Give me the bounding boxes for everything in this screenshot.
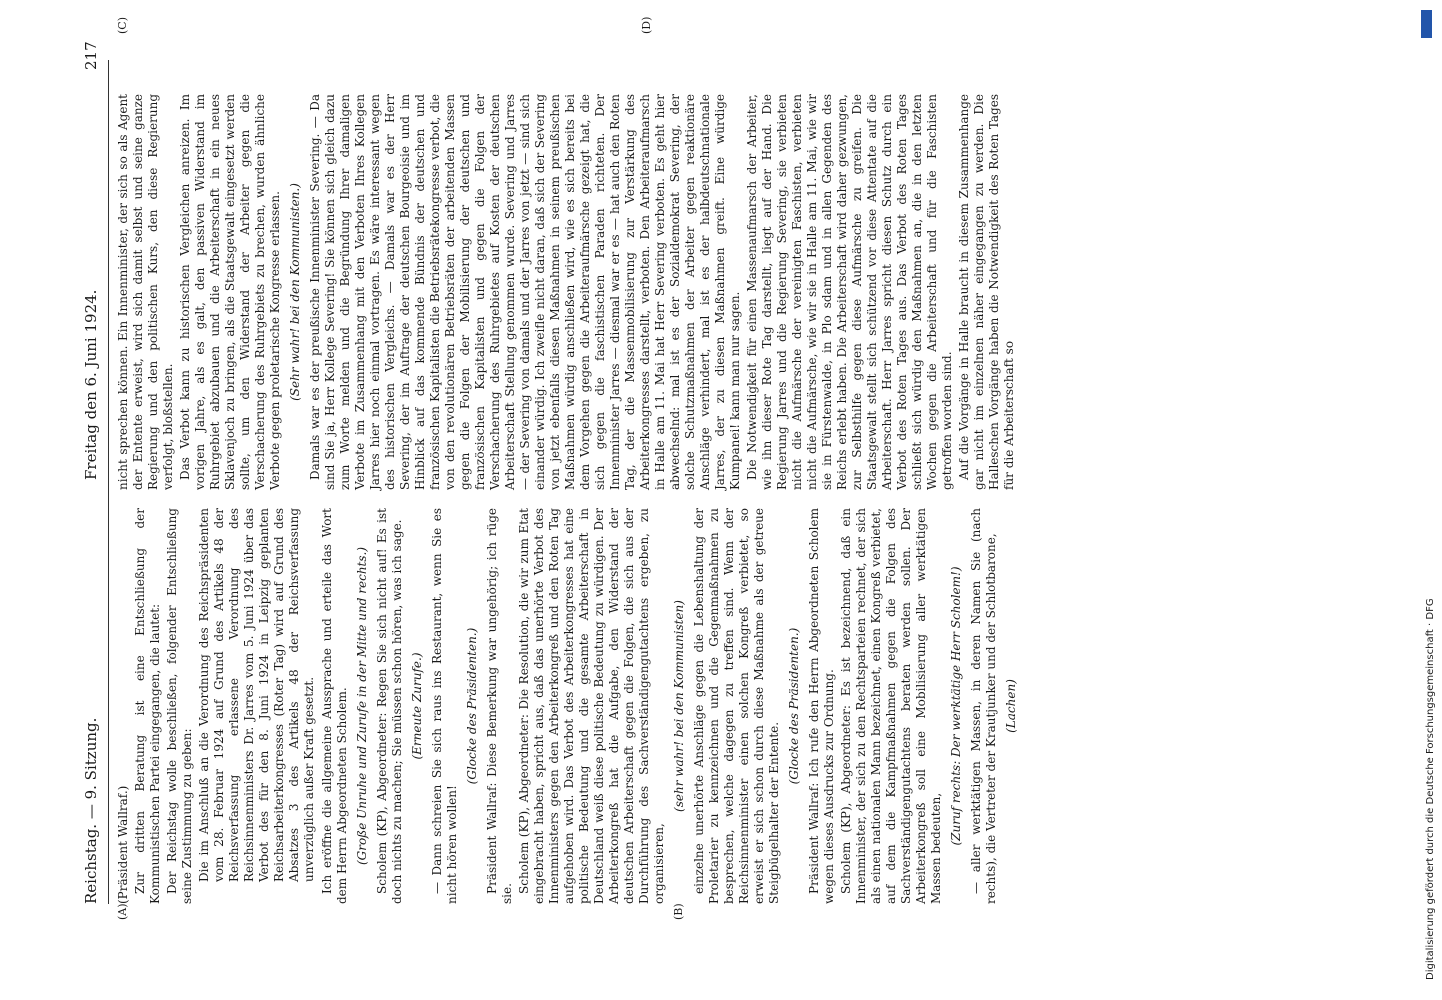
paragraph: einzelne unerhörte Anschläge gegen die Lebenshaltung der Proletarier zu kennzeichnen und die Gegenmaßnahmen zu besprechen, welche dagegen zu treffen sind. Wenn der Reichsinnenminister einen solchen Kongreß verbietet, so erweist er sich schon durch diese Maßnahme als der getreue Steigbügelhalter der Entente. — [692, 508, 781, 904]
paragraph: Präsident Wallraf: Diese Bemerkung war ungehörig; ich rüge sie. — [485, 508, 514, 904]
paragraph: Das Verbot kann zu historischen Vergleichen anreizen. Im vorigen Jahre, als es galt, den passiven Widerstand im Ruhrgebiet abzubauen und die Arbeiterschaft in ein neues Sklavenjoch zu bringen, als die Staatsgewalt eingesetzt werden sollte, um den Widerstand der Arbeiter gegen die Verschacherung des Ruhrgebiets zu brechen, wurden ähnliche Verbote gegen proletarische Kongresse erlassen. — [178, 94, 282, 490]
paragraph: Scholem (KP), Abgeordneter: Regen Sie sich nicht auf! Es ist doch nichts zu machen; Sie müssen schon hören, was ich sage. — [375, 508, 404, 904]
margin-mark-a: (A) — [116, 903, 129, 920]
credit-text: Digitalisierung gefördert durch die Deutsche Forschungsgemeinschaft · DFG — [1425, 598, 1436, 980]
paragraph: Scholem (KP), Abgeordneter: Es ist bezeichnend, daß ein Innenminister, der sich zu den Rechtsparteien rechnet, der sich als einen nationalen Mann bezeichnet, einen Kongreß verbietet, auf dem die Kampfmaßnahmen gegen die Folgen des Sachverständigengutachtens beraten werden sollen. Der Arbeiterkongreß soll eine Mobilisierung aller werktätigen Massen bedeuten, — [839, 508, 943, 904]
stage-direction: (Große Unruhe und Zurufe in der Mitte und rechts.) — [355, 546, 369, 866]
digitization-credit — [1420, 12, 1442, 988]
paragraph: Präsident Wallraf: Ich rufe den Herrn Abgeordneten Scholem wegen dieses Ausdrucks zur Ordnung. — [807, 508, 836, 904]
paragraph: Scholem (KP), Abgeordneter: Die Resolution, die wir zum Etat eingebracht haben, spricht aus, daß das unerhörte Verbot des Innenministers gegen den Arbeiterkongreß und den Roten Tag aufgehoben wird. Das Verbot des Arbeiterkongresses hat eine politische Bedeutung und die gesamte Arbeiterschaft in Deutschland weiß diese politische Bedeutung zu würdigen. Der Arbeiterkongreß hat die Aufgabe, den Widerstand der deutschen Arbeiterschaft gegen die Folgen, die sich aus der Durchführung des Sachverständigengutachtens ergeben, zu organisieren, — [517, 508, 666, 904]
stage-direction: (Glocke des Präsidenten.) — [787, 627, 801, 785]
margin-mark-b: (B) — [672, 903, 685, 920]
running-header — [82, 0, 106, 1000]
stage-direction: (sehr wahr! bei den Kommunisten) — [672, 600, 686, 812]
margin-mark-d: (D) — [640, 16, 653, 34]
paragraph: — aller werktätigen Massen, in deren Namen Sie (nach rechts), die Vertreter der Krautjunker und der Schlotbarone, — [969, 508, 998, 904]
paragraph: — Dann schreien Sie sich raus ins Restaurant, wenn Sie es nicht hören wollen! — [430, 508, 459, 904]
header-date: Freitag den 6. Juni 1924. — [82, 289, 100, 480]
margin-mark-c: (C) — [116, 17, 129, 34]
paragraph: Damals war es der preußische Innenminister Severing. — Da sind Sie ja, Herr Kollege Severing! Sie können sich gleich dazu zum Worte melden und die Begründung Ihrer damaligen Verbote im Zusammenhang mit den Verboten Ihres Kollegen Jarres hier noch einmal vortragen. Es wäre interessant wegen des historischen Vergleichs. — Damals war es der Herr Severing, der im Auftrage der deutschen Bourgeoisie und im Hinblick auf das kommende Bündnis der deutschen und französischen Kapitalisten die Betriebsrätekongresse verbot, die von den revolutionären Betriebsräten der arbeitenden Massen gegen die Folgen der Mobilisierung der deutschen und französischen Kapitalisten und gegen die Folgen der Verschacherung des Ruhrgebietes auf Kosten der deutschen Arbeiterschaft Stellung genommen wurde. Severing und Jarres — der Severing von damals und der Jarres von jetzt — sind sich einander würdig. Ich zweifle nicht daran, daß sich der Severing von jetzt ebenfalls diesen Maßnahmen in seinem preußischen Maßnahmen würdig anschließen wird, wie es sich bereits bei dem Vorgehen gegen die Arbeiteraufmärsche gezeigt hat, die sich gegen die faschistischen Paraden richteten. Der Innenminister Jarres — diesmal war er es — hat auch den Roten Tag, der die Massenmobilisierung zur Verstärkung des Arbeiterkongresses darstellt, verboten. Den Arbeiteraufmarsch in Halle am 11. Mai hat Herr Severing verboten. Es geht hier abwechselnd: mal ist es der Sozialdemokrat Severing, der solche Schutzmaßnahmen der Arbeiter gegen reaktionäre Anschläge verhindert, mal ist es der halbdeutschnationale Jarres, der zu diesen Maßnahmen greift. Eine würdige Kumpanei! kann man nur sagen. — [308, 94, 742, 490]
paragraph: (Präsident Wallraf.) — [116, 785, 130, 904]
stage-direction: (Lachen) — [1004, 679, 1018, 733]
paragraph: nicht sprechen können. Ein Innenminister, der sich so als Agent der Entente erweist, wird sich damit selbst und seine ganze Regierung und den politischen Kurs, den diese Regierung verfolgt, bloßstellen. — [116, 94, 175, 490]
stage-direction: (Zuruf rechts: Der werktätige Herr Scholem!) — [949, 566, 963, 846]
header-rule — [108, 60, 109, 904]
paragraph: Der Reichstag wolle beschließen, folgender Entschließung seine Zustimmung zu geben: — [165, 508, 194, 904]
stage-direction: (Erneute Zurufe.) — [410, 652, 424, 760]
stage-direction: (Sehr wahr! bei den Kommunisten.) — [288, 183, 302, 401]
text-column-left — [116, 508, 1024, 904]
paragraph: Auf die Vorgänge in Halle braucht in diesem Zusammenhange gar nicht im einzelnen näher eingegangen zu werden. Die Halleschen Vorgänge haben die Notwendigkeit des Roten Tages für die Arbeiterschaft so — [957, 94, 1016, 490]
paragraph: Ich eröffne die allgemeine Aussprache und erteile das Wort dem Herrn Abgeordneten Scholem. — [320, 508, 349, 904]
stage-direction: (Glocke des Präsidenten.) — [465, 627, 479, 785]
paragraph: Die Notwendigkeit für einen Massenaufmarsch der Arbeiter, wie ihn dieser Rote Tag darstellt, liegt auf der Hand. Die Regierung Jarres und die Regierung Severing, sie verbieten nicht die Aufmärsche der vereinigten Faschisten, verbieten nicht die Aufmärsche, wie wir sie in Halle am 11. Mai, wie wir sie in Fürstenwalde, in Plo sdam und in allen Gegenden des Reichs erlebt haben. Die Arbeiterschaft wird daher gezwungen, zur Selbsthilfe gegen diese Aufmärsche zu greifen. Die Staatsgewalt stellt sich schützend vor diese Attentate auf die Arbeiterschaft. Herr Jarres spricht diesen Schutz durch ein Verbot des Roten Tages aus. Das Verbot des Roten Tages schließt sich würdig den Maßnahmen an, die in den letzten Wochen gegen die Arbeiterschaft und für die Faschisten getroffen worden sind. — [745, 94, 954, 490]
text-column-right — [116, 94, 1019, 490]
paragraph: Die im Anschluß an die Verordnung des Reichspräsidenten vom 28. Februar 1924 auf Grund des Artikels 48 der Reichsverfassung erlassene Verordnung des Reichsinnenministers Dr. Jarres vom 5. Juni 1924 über das Verbot des für den 8. Juni 1924 in Leipzig geplanten Reichsarbeiterkongresses (Roter Tag) wird auf Grund des Absatzes 3 des Artikels 48 der Reichsverfassung unverzüglich außer Kraft gesetzt. — [197, 508, 316, 882]
page-number: 217 — [82, 41, 100, 70]
paragraph: Zur dritten Beratung ist eine Entschließung der Kommunistischen Partei eingegangen, die lautet: — [133, 508, 162, 904]
header-session: Reichstag. — 9. Sitzung. — [82, 717, 100, 904]
